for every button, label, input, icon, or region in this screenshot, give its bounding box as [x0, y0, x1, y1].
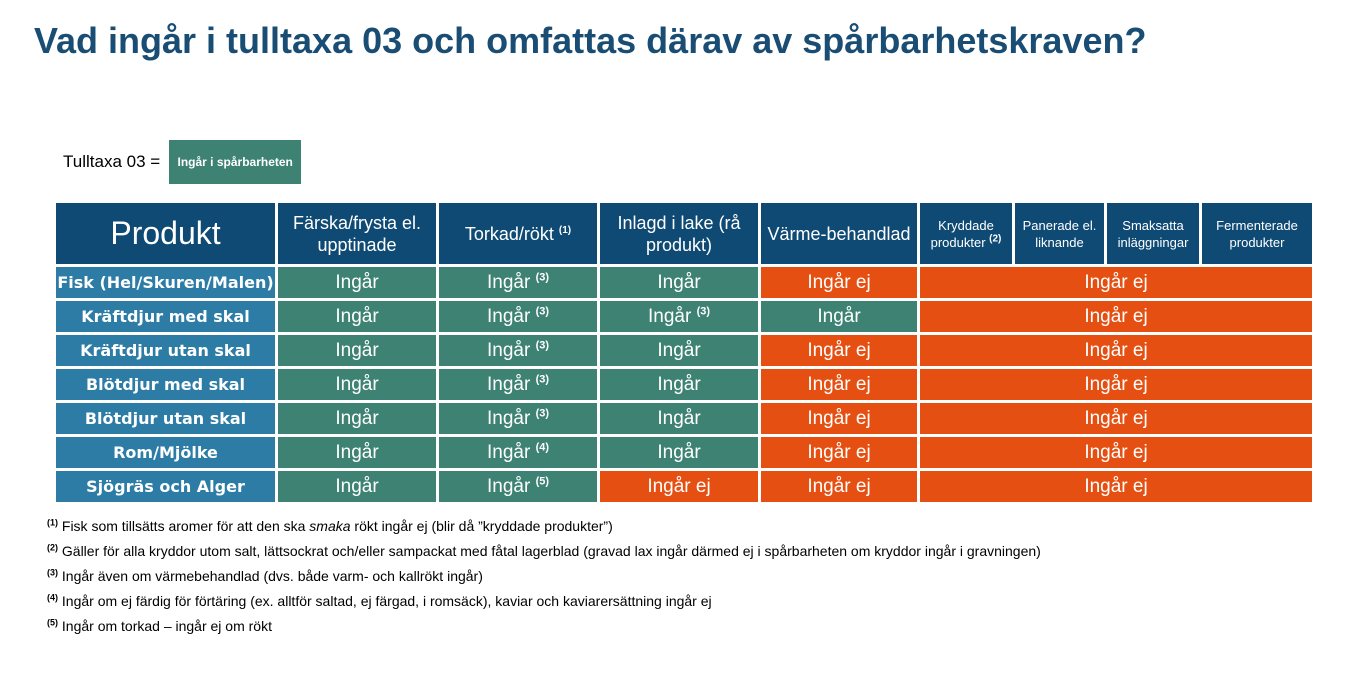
cell-brine-text: Ingår	[647, 305, 692, 327]
cell-dried-text: Ingår	[486, 441, 531, 463]
row-label	[56, 437, 275, 468]
table-row	[56, 301, 1312, 332]
cell-heat-text: Ingår ej	[807, 271, 871, 293]
cell-dried-footnote: (4)	[535, 441, 550, 454]
header-heat: Värme-behandlad	[761, 203, 917, 264]
cell-fresh-text: Ingår	[335, 339, 379, 361]
cell-fresh-text: Ingår	[335, 475, 379, 497]
cell-dried-footnote: (3)	[535, 305, 550, 318]
cell-dried-footnote: (3)	[535, 271, 550, 284]
cell-brine	[600, 369, 758, 400]
footnote-text: Fisk som tillsätts aromer för att den ska	[61, 518, 310, 534]
cell-heat-text: Ingår ej	[807, 475, 871, 497]
header-spiced	[920, 203, 1012, 264]
cell-other-categories	[920, 403, 1312, 434]
footnote-text: Ingår även om värmebehandlad (dvs. både varm- och kallrökt ingår)	[61, 568, 483, 584]
cell-fresh	[278, 471, 436, 502]
header-dried	[439, 203, 597, 264]
cell-heat	[761, 437, 917, 468]
row-label-text: Rom/Mjölke	[113, 443, 218, 462]
legend-included-swatch: Ingår i spårbarheten	[169, 140, 301, 184]
cell-brine-footnote: (3)	[696, 305, 711, 318]
legend-label: Tulltaxa 03 =	[63, 152, 161, 171]
header-product: Produkt	[56, 203, 275, 264]
cell-heat	[761, 369, 917, 400]
cell-dried-footnote: (3)	[535, 373, 550, 386]
cell-fresh-text: Ingår	[335, 373, 379, 395]
cell-heat	[761, 301, 917, 332]
footnote-text: Gäller för alla kryddor utom salt, lättsockrat och/eller sampackat med fåtal lagerblad (gravad lax ingår därmed ej i spårbarheten om kryddor ingår i gravningen)	[61, 543, 1041, 559]
cell-dried	[439, 267, 597, 298]
cell-brine-text: Ingår	[657, 407, 701, 429]
footnote-emphasis: smaka	[309, 518, 351, 534]
page-title: Vad ingår i tulltaxa 03 och omfattas därav av spårbarhetskraven?	[34, 20, 1147, 61]
cell-dried-footnote: (3)	[535, 339, 550, 352]
cell-heat-text: Ingår ej	[807, 373, 871, 395]
header-spiced-label: Kryddade produkter	[930, 217, 994, 250]
header-breaded: Panerade el. liknande	[1015, 203, 1104, 264]
table-row	[56, 471, 1312, 502]
cell-brine-text: Ingår ej	[647, 475, 711, 497]
cell-brine-text: Ingår	[657, 441, 701, 463]
cell-heat	[761, 335, 917, 366]
header-fresh: Färska/frysta el. upptinade	[278, 203, 436, 264]
footnote-text: Ingår om torkad – ingår ej om rökt	[61, 618, 272, 634]
cell-brine	[600, 403, 758, 434]
cell-fresh-text: Ingår	[335, 441, 379, 463]
row-label-text: Sjögräs och Alger	[86, 477, 245, 496]
cell-heat-text: Ingår ej	[807, 407, 871, 429]
cell-fresh-text: Ingår	[335, 305, 379, 327]
cell-other-categories	[920, 471, 1312, 502]
cell-dried	[439, 403, 597, 434]
cell-dried	[439, 437, 597, 468]
cell-dried-footnote: (3)	[535, 407, 550, 420]
header-dried-label: Torkad/rökt	[464, 223, 554, 244]
footnote-number: (1)	[47, 517, 58, 528]
cell-fresh-text: Ingår	[335, 407, 379, 429]
cell-other-categories-text: Ingår ej	[1084, 373, 1148, 395]
cell-brine	[600, 437, 758, 468]
cell-other-categories-text: Ingår ej	[1084, 441, 1148, 463]
cell-dried-footnote: (5)	[535, 475, 550, 488]
footnote-item	[47, 564, 1041, 589]
footnote-number: (4)	[47, 592, 58, 603]
footnote-number: (3)	[47, 567, 58, 578]
cell-other-categories-text: Ingår ej	[1084, 305, 1148, 327]
footnote-text: Ingår om ej färdig för förtäring (ex. alltför saltad, ej färgad, i romsäck), kaviar och kaviarersättning ingår ej	[61, 593, 712, 609]
footnote-item	[47, 539, 1041, 564]
cell-dried-text: Ingår	[486, 305, 531, 327]
row-label-text: Blötdjur utan skal	[84, 409, 247, 428]
footnote-item	[47, 589, 1041, 614]
legend	[63, 140, 301, 184]
cell-fresh	[278, 267, 436, 298]
cell-other-categories	[920, 335, 1312, 366]
cell-brine	[600, 267, 758, 298]
cell-dried-text: Ingår	[486, 271, 531, 293]
footnote-item	[47, 514, 1041, 539]
header-dried-footnote: (1)	[558, 224, 572, 236]
cell-brine-text: Ingår	[657, 339, 701, 361]
table-row	[56, 437, 1312, 468]
footnote-item	[47, 614, 1041, 639]
cell-brine	[600, 301, 758, 332]
cell-brine	[600, 471, 758, 502]
cell-brine-text: Ingår	[657, 271, 701, 293]
table-body	[56, 267, 1312, 502]
table-row	[56, 335, 1312, 366]
cell-heat-text: Ingår ej	[807, 441, 871, 463]
traceability-table	[53, 200, 1315, 505]
cell-heat	[761, 267, 917, 298]
cell-fresh	[278, 301, 436, 332]
cell-other-categories	[920, 267, 1312, 298]
cell-fresh	[278, 335, 436, 366]
cell-fresh	[278, 437, 436, 468]
footnote-text-end: rökt ingår ej (blir då ”kryddade produkter”)	[350, 518, 613, 534]
header-brine: Inlagd i lake (rå produkt)	[600, 203, 758, 264]
cell-dried	[439, 369, 597, 400]
cell-heat-text: Ingår ej	[807, 339, 871, 361]
cell-dried-text: Ingår	[486, 407, 531, 429]
row-label	[56, 369, 275, 400]
cell-fresh-text: Ingår	[335, 271, 379, 293]
cell-heat	[761, 471, 917, 502]
row-label-text: Kräftdjur utan skal	[80, 341, 251, 360]
cell-dried-text: Ingår	[486, 373, 531, 395]
cell-dried-text: Ingår	[486, 475, 531, 497]
cell-other-categories	[920, 437, 1312, 468]
header-fermented: Fermenterade produkter	[1202, 203, 1312, 264]
cell-brine-text: Ingår	[657, 373, 701, 395]
header-row	[56, 203, 1312, 264]
cell-dried	[439, 301, 597, 332]
cell-other-categories	[920, 301, 1312, 332]
cell-other-categories-text: Ingår ej	[1084, 339, 1148, 361]
row-label	[56, 403, 275, 434]
cell-heat-text: Ingår	[817, 305, 861, 327]
cell-other-categories-text: Ingår ej	[1084, 407, 1148, 429]
cell-brine	[600, 335, 758, 366]
cell-fresh	[278, 403, 436, 434]
table-row	[56, 369, 1312, 400]
row-label-text: Fisk (Hel/Skuren/Malen)	[57, 273, 274, 292]
cell-other-categories	[920, 369, 1312, 400]
row-label	[56, 301, 275, 332]
row-label-text: Blötdjur med skal	[85, 375, 246, 394]
row-label	[56, 471, 275, 502]
cell-dried	[439, 471, 597, 502]
cell-dried	[439, 335, 597, 366]
cell-other-categories-text: Ingår ej	[1084, 475, 1148, 497]
footnote-number: (5)	[47, 617, 58, 628]
header-spiced-footnote: (2)	[989, 233, 1002, 245]
row-label-text: Kräftdjur med skal	[81, 307, 250, 326]
header-flavored: Smaksatta inläggningar	[1107, 203, 1199, 264]
row-label	[56, 267, 275, 298]
cell-heat	[761, 403, 917, 434]
footnotes	[47, 514, 1041, 639]
table-row	[56, 403, 1312, 434]
footnote-number: (2)	[47, 542, 58, 553]
row-label	[56, 335, 275, 366]
cell-other-categories-text: Ingår ej	[1084, 271, 1148, 293]
cell-dried-text: Ingår	[486, 339, 531, 361]
cell-fresh	[278, 369, 436, 400]
table-row	[56, 267, 1312, 298]
